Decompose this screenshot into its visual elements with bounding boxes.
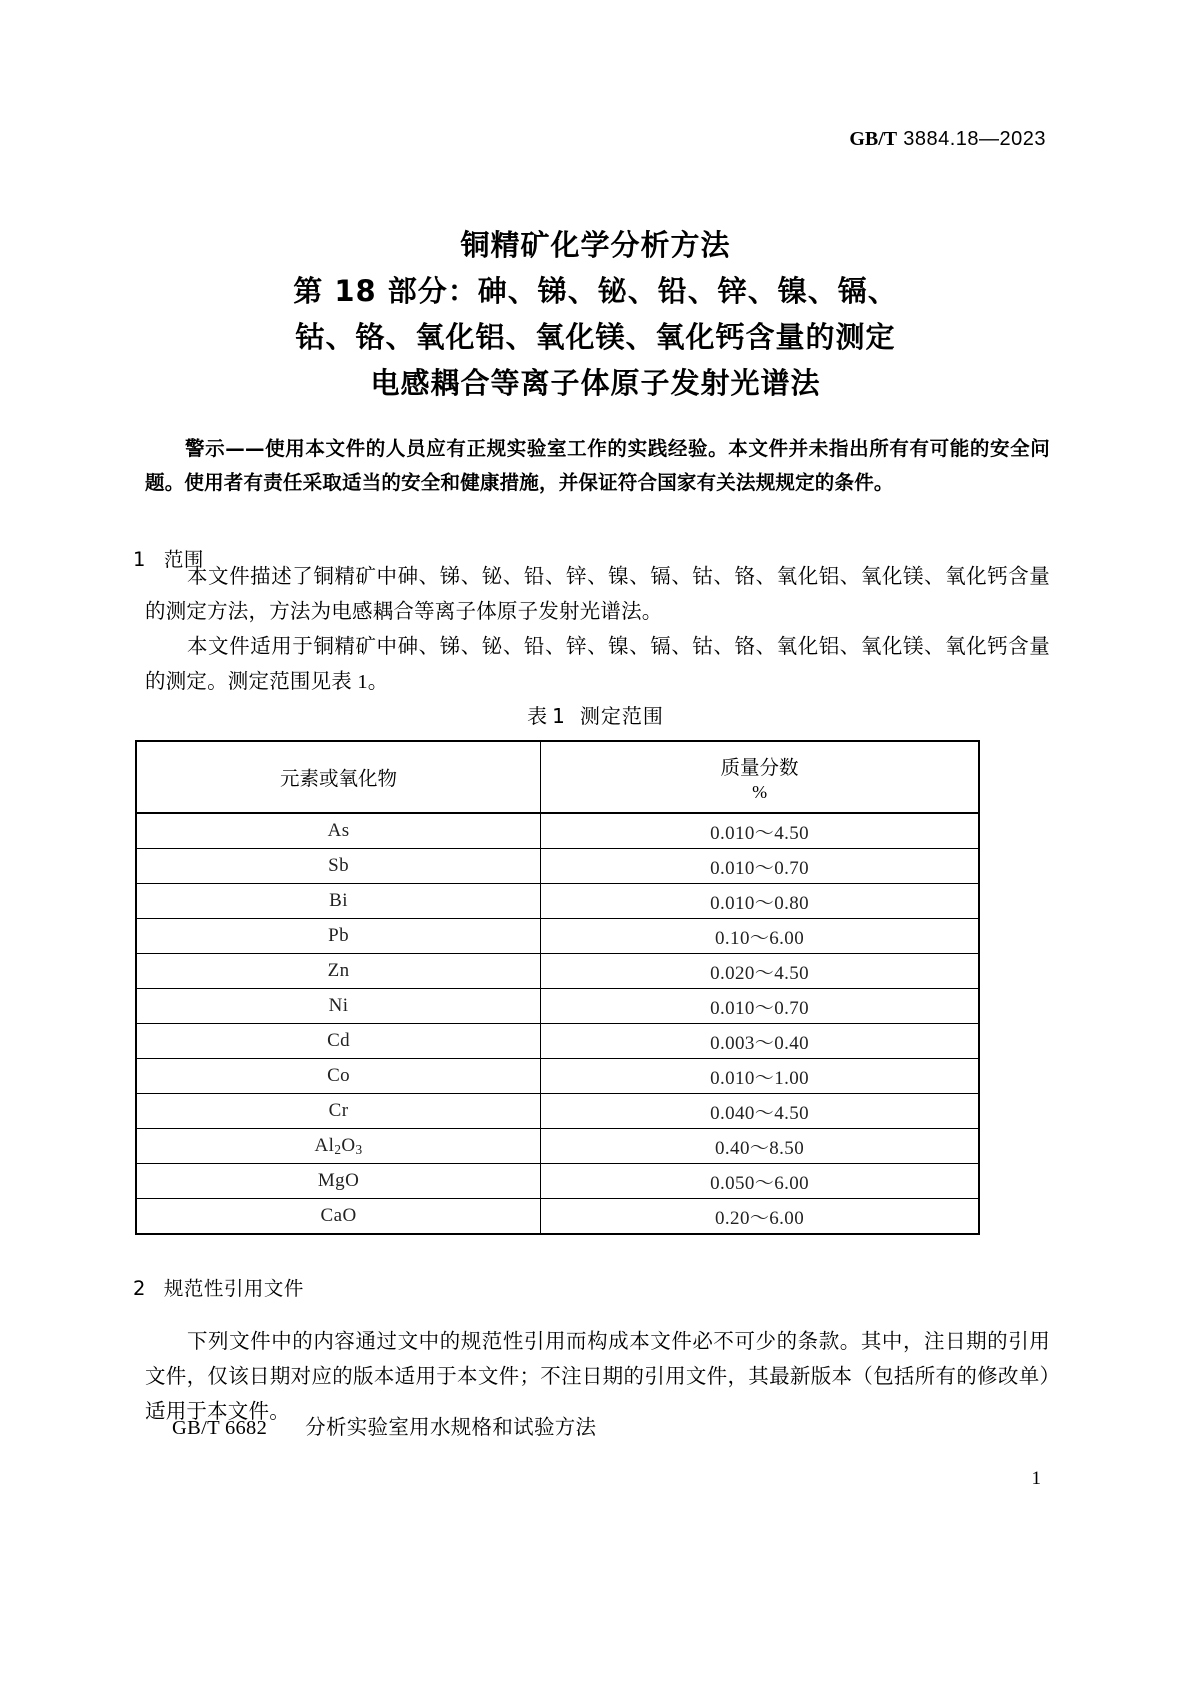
table-cell-range: 0.20～6.00 xyxy=(541,1199,979,1235)
table-cell-range: 0.40～8.50 xyxy=(541,1129,979,1164)
table-cell-range: 0.010～4.50 xyxy=(541,813,979,849)
table-caption-title: 测定范围 xyxy=(579,704,664,728)
table-header xyxy=(136,741,979,813)
table-cell-range: 0.050～6.00 xyxy=(541,1164,979,1199)
column-header-element: 元素或氧化物 xyxy=(136,741,541,813)
table-row xyxy=(136,1164,979,1199)
table-row xyxy=(136,1059,979,1094)
clause-1-number: 1 xyxy=(133,548,146,571)
table-cell-range: 0.010～0.70 xyxy=(541,989,979,1024)
table-cell-element: Pb xyxy=(136,919,541,954)
table-cell-element: Ni xyxy=(136,989,541,1024)
column-header-mass-fraction xyxy=(541,741,979,813)
standard-number: 3884.18—2023 xyxy=(903,128,1046,150)
table-cell-element: Zn xyxy=(136,954,541,989)
clause-1-paragraph-2: 本文件适用于铜精矿中砷、锑、铋、铅、锌、镍、镉、钴、铬、氧化铝、氧化镁、氧化钙含量的测定。测定范围见表 1。 xyxy=(145,636,1050,693)
column-header-unit: % xyxy=(752,781,768,802)
clause-heading-2 xyxy=(133,1273,304,1301)
title-line-2: 第 18 部分：砷、锑、铋、铅、锌、镍、镉、 xyxy=(293,274,898,308)
table-cell-element: Sb xyxy=(136,849,541,884)
table-row xyxy=(136,1199,979,1235)
table-cell-range: 0.010～0.80 xyxy=(541,884,979,919)
document-title xyxy=(0,222,1191,406)
reference-title: 分析实验室用水规格和试验方法 xyxy=(305,1417,597,1439)
table-cell-element: As xyxy=(136,813,541,849)
clause-1-paragraph-1: 本文件描述了铜精矿中砷、锑、铋、铅、锌、镍、镉、钴、铬、氧化铝、氧化镁、氧化钙含量的测定方法，方法为电感耦合等离子体原子发射光谱法。 xyxy=(145,566,1050,623)
table-caption-number: 1 xyxy=(552,704,566,728)
table-cell-element: Bi xyxy=(136,884,541,919)
table-cell-range: 0.003～0.40 xyxy=(541,1024,979,1059)
table-row xyxy=(136,989,979,1024)
standard-prefix: GB/T xyxy=(849,128,898,150)
reference-code: GB/T 6682 xyxy=(172,1417,268,1439)
standard-header xyxy=(849,128,1046,151)
normative-reference-entry xyxy=(172,1410,596,1440)
table-row xyxy=(136,884,979,919)
table-row xyxy=(136,919,979,954)
column-header-mass-fraction-label: 质量分数 xyxy=(720,757,799,779)
table-row xyxy=(136,954,979,989)
measurement-range-table xyxy=(135,740,980,1235)
clause-2-number: 2 xyxy=(133,1277,146,1300)
table-1-caption xyxy=(0,700,1191,729)
clause-2-title: 规范性引用文件 xyxy=(163,1277,304,1300)
table-cell-element: Cd xyxy=(136,1024,541,1059)
table-cell-element: Cr xyxy=(136,1094,541,1129)
table-cell-range: 0.020～4.50 xyxy=(541,954,979,989)
title-line-1: 铜精矿化学分析方法 xyxy=(460,228,731,262)
warning-paragraph: 警示——使用本文件的人员应有正规实验室工作的实践经验。本文件并未指出所有有可能的安全问题。使用者有责任采取适当的安全和健康措施，并保证符合国家有关法规规定的条件。 xyxy=(145,437,1050,494)
table-row xyxy=(136,1129,979,1164)
table-caption-label: 表 xyxy=(527,704,549,728)
table-row xyxy=(136,849,979,884)
table-body xyxy=(136,813,979,1234)
table-header-row xyxy=(136,741,979,813)
clause-1-title: 范围 xyxy=(163,548,204,571)
table-cell-range: 0.010～1.00 xyxy=(541,1059,979,1094)
table-cell-element: Co xyxy=(136,1059,541,1094)
page-number: 1 xyxy=(1031,1468,1041,1489)
title-line-4: 电感耦合等离子体原子发射光谱法 xyxy=(370,366,821,400)
table-cell-element: $Al_2O_3$ xyxy=(136,1129,541,1164)
table-row xyxy=(136,1024,979,1059)
table-cell-range: 0.010～0.70 xyxy=(541,849,979,884)
table-cell-range: 0.10～6.00 xyxy=(541,919,979,954)
table-cell-element: CaO xyxy=(136,1199,541,1235)
table-row xyxy=(136,1094,979,1129)
title-line-3: 钴、铬、氧化铝、氧化镁、氧化钙含量的测定 xyxy=(295,320,896,354)
clause-2-paragraph-1: 下列文件中的内容通过文中的规范性引用而构成本文件必不可少的条款。其中，注日期的引用文件，仅该日期对应的版本适用于本文件；不注日期的引用文件，其最新版本（包括所有的修改单）适用于本文件。 xyxy=(145,1331,1050,1423)
table-cell-element: MgO xyxy=(136,1164,541,1199)
table-cell-range: 0.040～4.50 xyxy=(541,1094,979,1129)
table-row xyxy=(136,813,979,849)
